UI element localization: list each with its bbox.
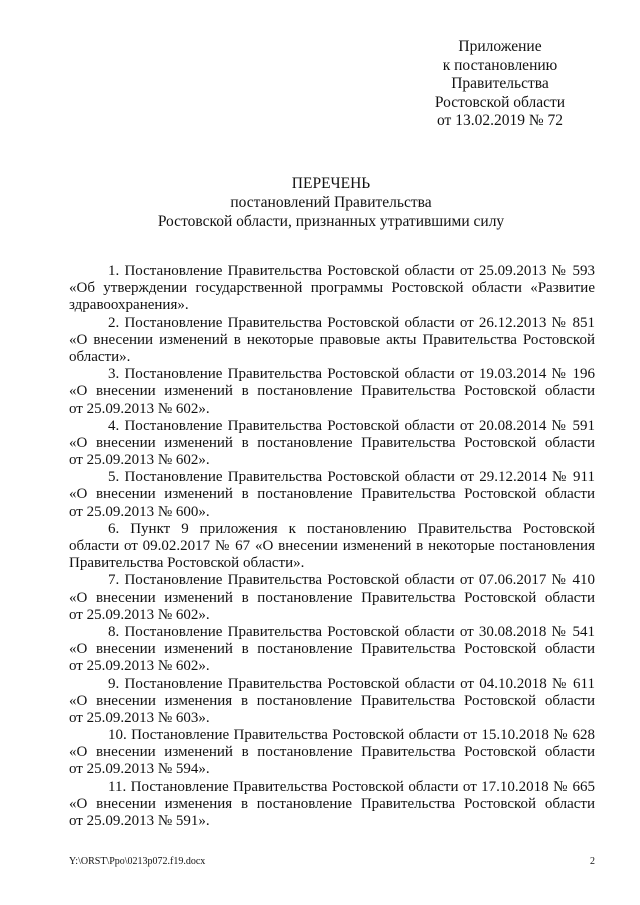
appendix-line: Правительства <box>451 75 549 93</box>
list-item <box>69 624 595 676</box>
list-item <box>69 469 595 521</box>
list-item <box>69 418 595 470</box>
appendix-block <box>400 38 600 131</box>
list-item <box>69 779 595 831</box>
document-heading <box>66 174 596 231</box>
list-item-line: «Об утверждении государственной программы Ростовской области «Развитие <box>69 280 595 297</box>
list-item-line: от 25.09.2013 № 603». <box>69 709 210 726</box>
appendix-line: к постановлению <box>442 56 558 74</box>
list-item <box>69 263 595 315</box>
document-subtitle-line: постановлений Правительства <box>230 194 432 211</box>
page-number: 2 <box>590 856 595 867</box>
list-item-line: от 25.09.2013 № 602». <box>69 452 210 469</box>
list-item-line: 6. Пункт 9 приложения к постановлению Правительства Ростовской <box>108 520 595 537</box>
list-item-line: «О внесении изменений в постановление Правительства Ростовской области <box>69 383 595 400</box>
list-item-line: 1. Постановление Правительства Ростовской области от 25.09.2013 № 593 <box>108 263 595 279</box>
list-item-line: от 25.09.2013 № 602». <box>69 400 210 417</box>
list-item-line: от 25.09.2013 № 602». <box>69 658 210 675</box>
list-item-line: Правительства Ростовской области». <box>69 555 305 572</box>
list-item-line: «О внесении изменения в постановление Правительства Ростовской области <box>69 692 595 709</box>
list-item-line: «О внесении изменения в постановление Правительства Ростовской области <box>69 795 595 812</box>
list-item <box>69 676 595 728</box>
list-item-line: 7. Постановление Правительства Ростовской области от 07.06.2017 № 410 <box>108 572 595 589</box>
list-item <box>69 366 595 418</box>
list-item-line: области». <box>69 348 131 365</box>
list-item-line: «О внесении изменений в постановление Правительства Ростовской области <box>69 744 595 761</box>
list-item <box>69 727 595 779</box>
list-item-line: области от 09.02.2017 № 67 «О внесении изменений в некоторые постановления <box>69 538 595 554</box>
document-title: ПЕРЕЧЕНЬ <box>291 175 371 192</box>
list-item-line: «О внесении изменений в некоторые правовые акты Правительства Ростовской <box>69 331 595 348</box>
list-item-line: 9. Постановление Правительства Ростовской области от 04.10.2018 № 611 <box>108 675 595 692</box>
list-item-line: «О внесении изменений в постановление Правительства Ростовской области <box>69 589 595 606</box>
appendix-line: от 13.02.2019 № 72 <box>437 112 563 130</box>
list-item-line: от 25.09.2013 № 600». <box>69 503 210 520</box>
appendix-line: Приложение <box>458 38 542 55</box>
list-item <box>69 521 595 573</box>
list-item-line: 10. Постановление Правительства Ростовской области от 15.10.2018 № 628 <box>108 727 595 744</box>
list-item-line: 4. Постановление Правительства Ростовской области от 20.08.2014 № 591 <box>108 417 595 434</box>
list-item-line: 5. Постановление Правительства Ростовской области от 29.12.2014 № 911 <box>108 469 595 486</box>
list-item-line: 3. Постановление Правительства Ростовской области от 19.03.2014 № 196 <box>108 366 595 383</box>
document-subtitle-line: Ростовской области, признанных утратившими силу <box>157 213 505 230</box>
list-item-line: «О внесении изменений в постановление Правительства Ростовской области <box>69 641 595 658</box>
list-item-line: 11. Постановление Правительства Ростовской области от 17.10.2018 № 665 <box>108 778 595 795</box>
list-item-line: «О внесении изменений в постановление Правительства Ростовской области <box>69 434 595 451</box>
list-item-line: от 25.09.2013 № 602». <box>69 606 210 623</box>
file-path: Y:\ORST\Ppo\0213p072.f19.docx <box>69 856 206 867</box>
resolution-list <box>69 263 595 830</box>
list-item-line: 8. Постановление Правительства Ростовской области от 30.08.2018 № 541 <box>108 623 595 640</box>
list-item-line: от 25.09.2013 № 594». <box>69 761 210 778</box>
list-item <box>69 315 595 367</box>
list-item-line: здравоохранения». <box>69 297 189 314</box>
list-item <box>69 572 595 624</box>
list-item-line: «О внесении изменений в постановление Правительства Ростовской области <box>69 486 595 503</box>
list-item-line: от 25.09.2013 № 591». <box>69 813 210 829</box>
appendix-line: Ростовской области <box>434 93 566 111</box>
list-item-line: 2. Постановление Правительства Ростовской области от 26.12.2013 № 851 <box>108 314 595 331</box>
